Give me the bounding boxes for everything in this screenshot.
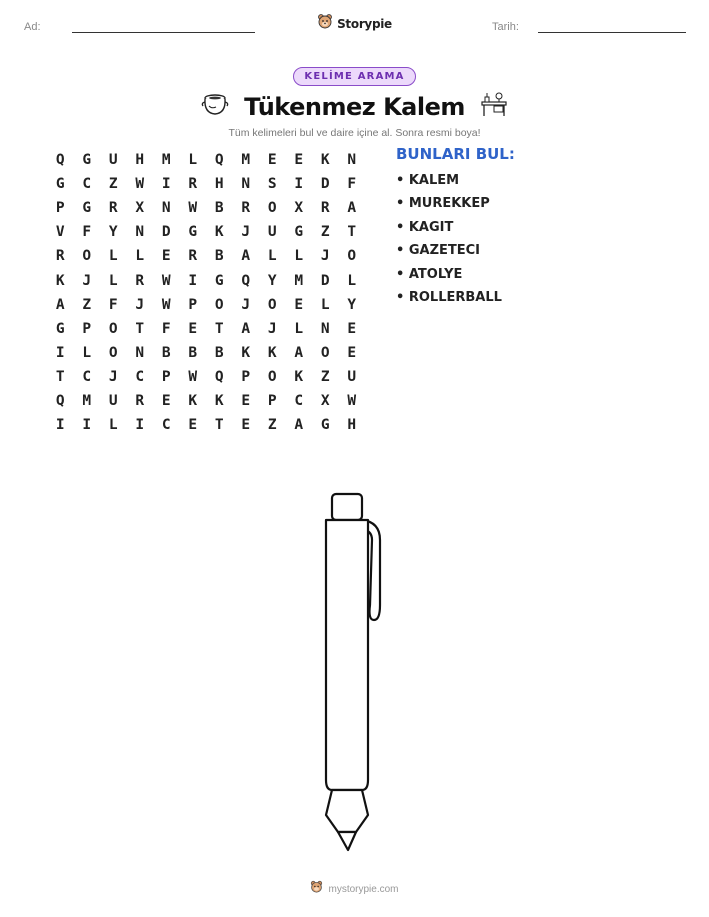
grid-cell[interactable]: P xyxy=(267,392,277,409)
grid-row xyxy=(47,413,365,437)
word-list-item: • KALEM xyxy=(396,171,502,194)
grid-cell[interactable]: Q xyxy=(214,368,224,385)
grid-cell[interactable]: J xyxy=(135,296,145,313)
grid-cell[interactable]: P xyxy=(161,368,171,385)
grid-cell[interactable]: R xyxy=(188,248,198,265)
grid-cell[interactable]: E xyxy=(161,392,171,409)
grid-cell[interactable]: L xyxy=(294,320,304,337)
grid-cell[interactable]: N xyxy=(161,200,171,217)
grid-cell[interactable]: T xyxy=(214,417,224,434)
word-search-grid[interactable] xyxy=(47,148,365,437)
grid-cell[interactable]: E xyxy=(347,320,357,337)
grid-cell[interactable]: E xyxy=(294,296,304,313)
grid-cell[interactable]: E xyxy=(188,320,198,337)
grid-cell[interactable]: Q xyxy=(214,152,224,169)
grid-cell[interactable]: N xyxy=(347,152,357,169)
grid-cell[interactable]: W xyxy=(135,176,145,193)
grid-cell[interactable]: J xyxy=(320,248,330,265)
grid-cell[interactable]: K xyxy=(241,344,251,361)
grid-cell[interactable]: A xyxy=(294,344,304,361)
footer xyxy=(0,880,709,898)
grid-cell[interactable]: L xyxy=(108,248,118,265)
grid-cell[interactable]: U xyxy=(347,368,357,385)
grid-cell[interactable]: R xyxy=(135,272,145,289)
grid-cell[interactable]: F xyxy=(108,296,118,313)
grid-cell[interactable]: R xyxy=(135,392,145,409)
grid-cell[interactable]: Q xyxy=(241,272,251,289)
grid-cell[interactable]: X xyxy=(320,392,330,409)
grid-cell[interactable]: P xyxy=(188,296,198,313)
word-list-item: • ROLLERBALL xyxy=(396,288,502,311)
grid-cell[interactable]: G xyxy=(320,417,330,434)
grid-cell[interactable]: K xyxy=(267,344,277,361)
desk-icon xyxy=(479,90,509,123)
grid-cell[interactable]: B xyxy=(214,200,224,217)
grid-cell[interactable]: R xyxy=(55,248,65,265)
grid-cell[interactable]: J xyxy=(241,296,251,313)
grid-cell[interactable]: Z xyxy=(320,368,330,385)
grid-cell[interactable]: J xyxy=(267,320,277,337)
grid-cell[interactable]: E xyxy=(347,344,357,361)
grid-cell[interactable]: L xyxy=(108,272,118,289)
grid-cell[interactable]: G xyxy=(55,176,65,193)
word-list-item: • ATOLYE xyxy=(396,265,502,288)
grid-cell[interactable]: F xyxy=(161,320,171,337)
grid-cell[interactable]: Y xyxy=(108,224,118,241)
grid-cell[interactable]: E xyxy=(241,392,251,409)
grid-row xyxy=(47,389,365,413)
grid-cell[interactable]: W xyxy=(347,392,357,409)
grid-cell[interactable]: C xyxy=(161,417,171,434)
grid-cell[interactable]: N xyxy=(135,344,145,361)
grid-cell[interactable]: I xyxy=(188,272,198,289)
grid-cell[interactable]: H xyxy=(347,417,357,434)
grid-cell[interactable]: J xyxy=(108,368,118,385)
grid-row xyxy=(47,244,365,268)
grid-cell[interactable]: I xyxy=(55,344,65,361)
page-title: Tükenmez Kalem xyxy=(244,92,465,121)
grid-cell[interactable]: D xyxy=(161,224,171,241)
word-list xyxy=(396,171,502,311)
grid-cell[interactable]: L xyxy=(108,417,118,434)
grid-cell[interactable]: C xyxy=(294,392,304,409)
grid-cell[interactable]: Z xyxy=(267,417,277,434)
grid-cell[interactable]: H xyxy=(214,176,224,193)
grid-cell[interactable]: O xyxy=(108,320,118,337)
grid-cell[interactable]: C xyxy=(135,368,145,385)
grid-cell[interactable]: J xyxy=(82,272,92,289)
grid-cell[interactable]: A xyxy=(241,248,251,265)
grid-cell[interactable]: K xyxy=(55,272,65,289)
bear-mascot-icon xyxy=(310,880,323,898)
grid-cell[interactable]: N xyxy=(320,320,330,337)
grid-cell[interactable]: L xyxy=(347,272,357,289)
footer-site[interactable]: mystorypie.com xyxy=(328,883,399,895)
grid-cell[interactable]: X xyxy=(135,200,145,217)
grid-cell[interactable]: K xyxy=(188,392,198,409)
grid-cell[interactable]: W xyxy=(161,272,171,289)
grid-cell[interactable]: U xyxy=(108,152,118,169)
grid-cell[interactable]: H xyxy=(135,152,145,169)
grid-cell[interactable]: P xyxy=(82,320,92,337)
grid-cell[interactable]: G xyxy=(214,272,224,289)
grid-cell[interactable]: O xyxy=(82,248,92,265)
grid-cell[interactable]: M xyxy=(161,152,171,169)
grid-cell[interactable]: O xyxy=(320,344,330,361)
grid-cell[interactable]: G xyxy=(55,320,65,337)
grid-row xyxy=(47,196,365,220)
grid-cell[interactable]: A xyxy=(55,296,65,313)
grid-cell[interactable]: G xyxy=(294,224,304,241)
grid-cell[interactable]: E xyxy=(267,152,277,169)
grid-cell[interactable]: K xyxy=(214,392,224,409)
brand-logo xyxy=(0,13,709,34)
grid-cell[interactable]: N xyxy=(241,176,251,193)
grid-cell[interactable]: I xyxy=(294,176,304,193)
grid-cell[interactable]: Q xyxy=(55,392,65,409)
grid-cell[interactable]: O xyxy=(267,200,277,217)
word-list-item: • GAZETECI xyxy=(396,241,502,264)
brand-name: Storypie xyxy=(337,16,392,31)
grid-cell[interactable]: L xyxy=(188,152,198,169)
grid-cell[interactable]: B xyxy=(188,344,198,361)
grid-cell[interactable]: G xyxy=(82,200,92,217)
grid-cell[interactable]: B xyxy=(161,344,171,361)
grid-row xyxy=(47,172,365,196)
grid-cell[interactable]: O xyxy=(108,344,118,361)
grid-cell[interactable]: P xyxy=(241,368,251,385)
grid-cell[interactable]: U xyxy=(267,224,277,241)
grid-cell[interactable]: A xyxy=(241,320,251,337)
grid-cell[interactable]: F xyxy=(347,176,357,193)
grid-cell[interactable]: R xyxy=(320,200,330,217)
grid-cell[interactable]: D xyxy=(320,176,330,193)
grid-cell[interactable]: B xyxy=(214,248,224,265)
word-list-item: • MUREKKEP xyxy=(396,194,502,217)
grid-cell[interactable]: Q xyxy=(55,152,65,169)
category-badge: KELİME ARAMA xyxy=(293,67,415,86)
grid-cell[interactable]: W xyxy=(188,200,198,217)
grid-cell[interactable]: Z xyxy=(82,296,92,313)
grid-cell[interactable]: L xyxy=(294,248,304,265)
grid-row xyxy=(47,220,365,244)
grid-cell[interactable]: O xyxy=(214,296,224,313)
grid-cell[interactable]: G xyxy=(188,224,198,241)
grid-cell[interactable]: R xyxy=(241,200,251,217)
grid-cell[interactable]: J xyxy=(241,224,251,241)
grid-cell[interactable]: I xyxy=(55,417,65,434)
grid-cell[interactable]: O xyxy=(267,296,277,313)
grid-cell[interactable]: A xyxy=(294,417,304,434)
grid-row xyxy=(47,268,365,292)
grid-cell[interactable]: X xyxy=(294,200,304,217)
grid-row xyxy=(47,365,365,389)
grid-cell[interactable]: M xyxy=(294,272,304,289)
grid-row xyxy=(47,293,365,317)
grid-cell[interactable]: U xyxy=(108,392,118,409)
pot-icon xyxy=(200,91,230,122)
word-list-item: • KAGIT xyxy=(396,218,502,241)
instructions: Tüm kelimeleri bul ve daire içine al. Sonra resmi boya! xyxy=(228,127,481,139)
grid-cell[interactable]: E xyxy=(241,417,251,434)
grid-cell[interactable]: M xyxy=(241,152,251,169)
date-label: Tarih: xyxy=(492,21,519,33)
grid-cell[interactable]: P xyxy=(55,200,65,217)
grid-cell[interactable]: I xyxy=(161,176,171,193)
grid-cell[interactable]: Y xyxy=(347,296,357,313)
grid-cell[interactable]: T xyxy=(214,320,224,337)
grid-cell[interactable]: W xyxy=(188,368,198,385)
grid-cell[interactable]: I xyxy=(82,417,92,434)
grid-cell[interactable]: K xyxy=(294,368,304,385)
grid-cell[interactable]: L xyxy=(82,344,92,361)
grid-cell[interactable]: W xyxy=(161,296,171,313)
name-label: Ad: xyxy=(24,21,41,33)
bear-mascot-icon xyxy=(317,13,333,34)
grid-cell[interactable]: Z xyxy=(320,224,330,241)
grid-row xyxy=(47,341,365,365)
grid-cell[interactable]: R xyxy=(108,200,118,217)
ballpoint-pen-icon xyxy=(318,490,394,857)
grid-cell[interactable]: E xyxy=(188,417,198,434)
grid-cell[interactable]: M xyxy=(82,392,92,409)
grid-cell[interactable]: V xyxy=(55,224,65,241)
grid-cell[interactable]: R xyxy=(188,176,198,193)
grid-cell[interactable]: N xyxy=(135,224,145,241)
grid-row xyxy=(47,317,365,341)
word-list-title: BUNLARI BUL: xyxy=(396,145,515,163)
grid-cell[interactable]: K xyxy=(214,224,224,241)
grid-row xyxy=(47,148,365,172)
grid-cell[interactable]: C xyxy=(82,176,92,193)
grid-cell[interactable]: E xyxy=(294,152,304,169)
grid-cell[interactable]: L xyxy=(135,248,145,265)
grid-cell[interactable]: E xyxy=(161,248,171,265)
grid-cell[interactable]: B xyxy=(214,344,224,361)
grid-cell[interactable]: I xyxy=(135,417,145,434)
grid-cell[interactable]: Z xyxy=(108,176,118,193)
grid-cell[interactable]: L xyxy=(267,248,277,265)
grid-cell[interactable]: K xyxy=(320,152,330,169)
grid-cell[interactable]: D xyxy=(320,272,330,289)
grid-cell[interactable]: O xyxy=(347,248,357,265)
grid-cell[interactable]: S xyxy=(267,176,277,193)
grid-cell[interactable]: T xyxy=(347,224,357,241)
grid-cell[interactable]: G xyxy=(82,152,92,169)
grid-cell[interactable]: L xyxy=(320,296,330,313)
grid-cell[interactable]: T xyxy=(135,320,145,337)
grid-cell[interactable]: A xyxy=(347,200,357,217)
grid-cell[interactable]: F xyxy=(82,224,92,241)
grid-cell[interactable]: T xyxy=(55,368,65,385)
grid-cell[interactable]: C xyxy=(82,368,92,385)
grid-cell[interactable]: O xyxy=(267,368,277,385)
grid-cell[interactable]: Y xyxy=(267,272,277,289)
